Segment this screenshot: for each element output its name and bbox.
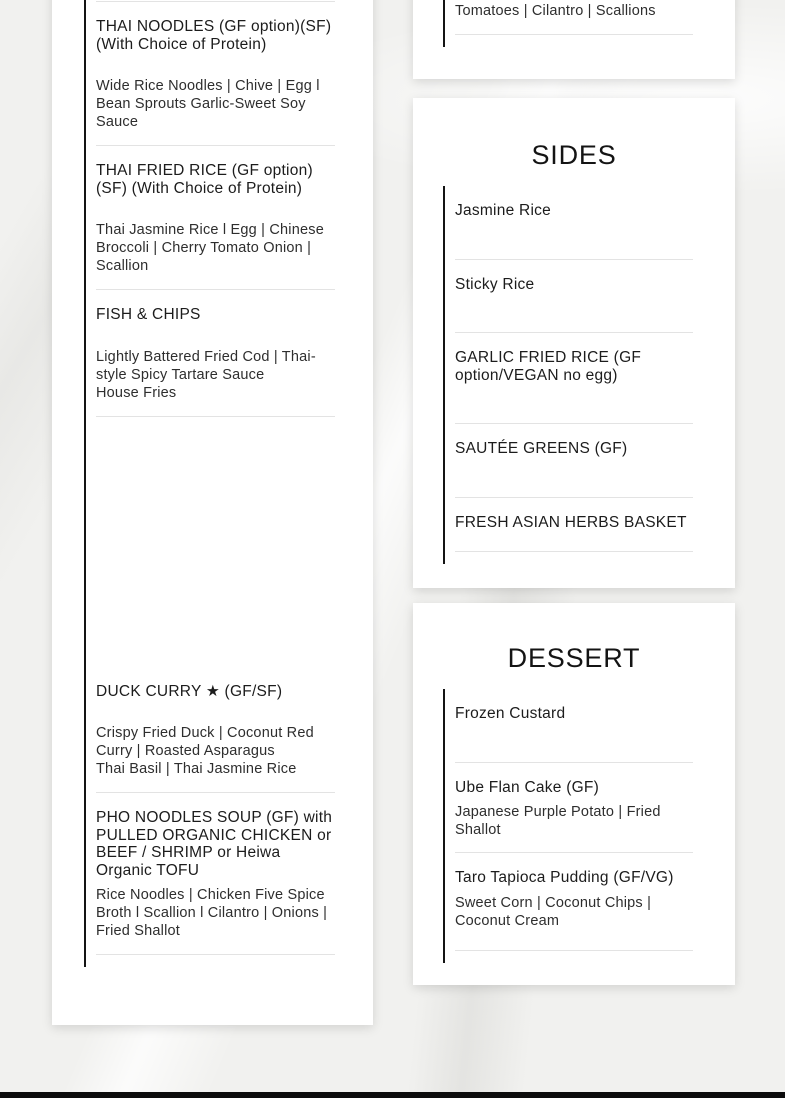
menu-item-desc: Tomatoes | Cilantro | Scallions bbox=[455, 3, 656, 19]
menu-item-title: Taro Tapioca Pudding (GF/VG) bbox=[455, 869, 674, 886]
menu-item-title: Ube Flan Cake (GF) bbox=[455, 778, 600, 796]
menu-item-title: THAI NOODLES (GF option)(SF) (With Choice of Protein) bbox=[96, 18, 332, 53]
menu-item-title: SAUTÉE GREENS (GF) bbox=[455, 440, 628, 457]
menu-item-jasmine-rice bbox=[455, 186, 693, 260]
mains-items-list bbox=[84, 0, 335, 967]
section-title-sides: SIDES bbox=[531, 140, 617, 170]
menu-item-cutoff-tail bbox=[455, 0, 693, 35]
menu-item-desc: Crispy Fried Duck | Coconut Red Curry | Roasted Asparagus bbox=[96, 725, 314, 759]
menu-item-desc-line2: House Fries bbox=[96, 384, 177, 401]
menu-card-sides bbox=[413, 98, 735, 588]
menu-item-desc: Rice Noodles | Chicken Five Spice Broth l Scallion l Cilantro | Onions | Fried Shallot bbox=[96, 887, 328, 939]
menu-item-title: PHO NOODLES SOUP (GF) with PULLED ORGANIC CHICKEN or BEEF / SHRIMP or Heiwa Organic TOFU bbox=[96, 809, 333, 879]
menu-item-desc: Wide Rice Noodles | Chive | Egg l Bean Sprouts Garlic-Sweet Soy Sauce bbox=[96, 78, 320, 130]
menu-item-thai-fried-rice bbox=[96, 146, 335, 290]
menu-item-title: FISH & CHIPS bbox=[96, 306, 201, 323]
menu-item-duck-curry bbox=[96, 667, 335, 794]
top-right-items-list bbox=[443, 0, 693, 47]
menu-item-thai-noodles bbox=[96, 2, 335, 146]
menu-card-top-right-cutoff bbox=[413, 0, 735, 79]
menu-item-title: FRESH ASIAN HERBS BASKET bbox=[455, 513, 687, 531]
menu-item-title: Frozen Custard bbox=[455, 705, 566, 722]
menu-item-sticky-rice bbox=[455, 260, 693, 334]
sides-items-list bbox=[443, 186, 693, 564]
menu-card-mains bbox=[52, 0, 373, 1025]
menu-item-title: Sticky Rice bbox=[455, 275, 535, 293]
menu-item-title: GARLIC FRIED RICE (GF option/VEGAN no egg) bbox=[455, 349, 642, 384]
menu-item-sautee-greens bbox=[455, 424, 693, 498]
menu-item-taro-tapioca-pudding bbox=[455, 853, 693, 951]
menu-item-desc-line2: Thai Basil | Thai Jasmine Rice bbox=[96, 761, 297, 777]
menu-item-ube-flan-cake bbox=[455, 763, 693, 854]
menu-item-desc: Thai Jasmine Rice l Egg | Chinese Broccoli | Cherry Tomato Onion | Scallion bbox=[96, 222, 324, 274]
menu-item-title: DUCK CURRY ★ (GF/SF) bbox=[96, 682, 283, 700]
menu-item-frozen-custard bbox=[455, 689, 693, 763]
menu-item-desc: Sweet Corn | Coconut Chips | Coconut Cream bbox=[455, 894, 652, 929]
menu-item-desc: Japanese Purple Potato | Fried Shallot bbox=[455, 804, 661, 838]
dessert-items-list bbox=[443, 689, 693, 963]
menu-item-title: THAI FRIED RICE (GF option)(SF) (With Choice of Protein) bbox=[96, 162, 313, 197]
menu-card-dessert bbox=[413, 603, 735, 985]
menu-item-title: Jasmine Rice bbox=[455, 202, 552, 219]
menu-item-pho-noodles-soup bbox=[96, 793, 335, 955]
menu-item-desc: Lightly Battered Fried Cod | Thai-style Spicy Tartare Sauce bbox=[96, 348, 316, 383]
menu-item-fish-and-chips bbox=[96, 290, 335, 417]
empty-image-placeholder bbox=[96, 417, 335, 667]
section-title-dessert: DESSERT bbox=[507, 643, 641, 673]
menu-item-fresh-asian-herbs-basket bbox=[455, 498, 693, 553]
footer-bar bbox=[0, 1092, 785, 1098]
menu-item-garlic-fried-rice bbox=[455, 333, 693, 424]
